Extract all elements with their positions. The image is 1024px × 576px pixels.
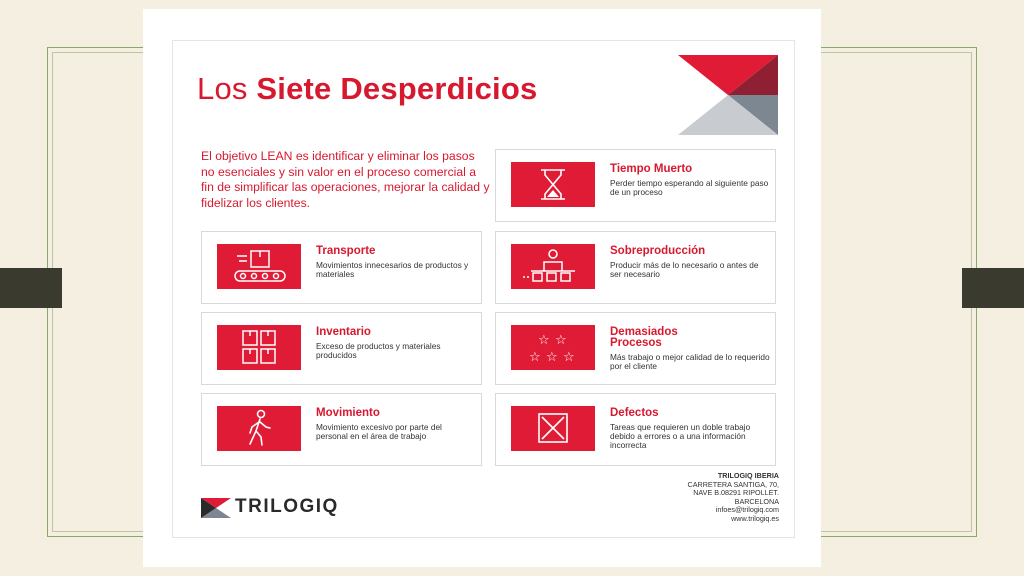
x-mark-icon <box>511 406 595 451</box>
logo-text: TRILOGIQ <box>235 496 339 517</box>
card-description: Producir más de lo necesario o antes de ser necesario <box>610 260 759 279</box>
card-description: Exceso de productos y materiales producidos <box>316 341 441 360</box>
card-description: Perder tiempo esperando al siguiente paso de un proceso <box>610 178 769 197</box>
svg-text:☆: ☆ <box>546 350 558 365</box>
card-title: Defectos <box>610 407 659 419</box>
right-binder-tab <box>962 268 1024 308</box>
stars-icon <box>511 325 595 370</box>
corner-triangles-graphic <box>678 55 778 135</box>
title-bold: Siete Desperdicios <box>256 71 538 106</box>
card-defectos <box>495 393 776 466</box>
card-title: Tiempo Muerto <box>610 163 693 175</box>
title-regular: Los <box>197 71 257 106</box>
card-tiempo-muerto <box>495 149 776 222</box>
company-address <box>603 472 779 524</box>
walking-person-icon <box>217 406 301 451</box>
card-title-line1: Demasiados <box>610 326 678 338</box>
card-inventario <box>201 312 482 385</box>
card-title: Sobreproducción <box>610 245 706 257</box>
trilogiq-logo <box>201 495 371 521</box>
svg-text:☆: ☆ <box>555 333 567 348</box>
left-binder-tab <box>0 268 62 308</box>
website-text: www.trilogiq.es <box>731 513 779 523</box>
card-title: Inventario <box>316 326 371 338</box>
card-description: Más trabajo o mejor calidad de lo requerido por el cliente <box>610 352 770 371</box>
card-description: Movimientos innecesarios de productos y materiales <box>316 260 469 279</box>
address-line: CARRETERA SANTIGA, 70, <box>687 479 779 489</box>
card-demasiados-procesos <box>495 312 776 385</box>
card-title: Movimiento <box>316 407 380 419</box>
card-description: Movimiento excesivo por parte del personal en el área de trabajo <box>316 422 442 441</box>
card-movimiento <box>201 393 482 466</box>
card-title: Transporte <box>316 245 376 257</box>
card-description: Tareas que requieren un doble trabajo debido a errores o a una información incorrecta <box>610 422 751 450</box>
svg-text:☆: ☆ <box>529 350 541 365</box>
poster-title <box>197 71 537 107</box>
stacked-boxes-icon <box>217 325 301 370</box>
address-line: BARCELONA <box>734 496 779 506</box>
address-line: NAVE B.08291 RIPOLLET. <box>693 488 779 498</box>
card-transporte <box>201 231 482 304</box>
email-text: infoes@trilogiq.com <box>715 505 779 515</box>
conveyor-box-icon <box>217 244 301 289</box>
card-title-line2: Procesos <box>610 337 662 349</box>
svg-text:☆: ☆ <box>563 350 575 365</box>
logo-mark-icon <box>201 496 233 520</box>
card-title <box>610 327 678 349</box>
intro-text: El objetivo LEAN es identificar y eliminar los pasos no esenciales y sin valor en el proceso comercial a fin de simplificar las operaciones, mejorar la calidad y fidelizar los clientes. <box>201 149 490 210</box>
card-sobreproduccion <box>495 231 776 304</box>
company-name: TRILOGIQ IBERIA <box>717 471 779 480</box>
hourglass-icon <box>511 162 595 207</box>
worker-boxes-icon <box>511 244 595 289</box>
svg-text:☆: ☆ <box>538 333 550 348</box>
poster <box>172 40 795 538</box>
